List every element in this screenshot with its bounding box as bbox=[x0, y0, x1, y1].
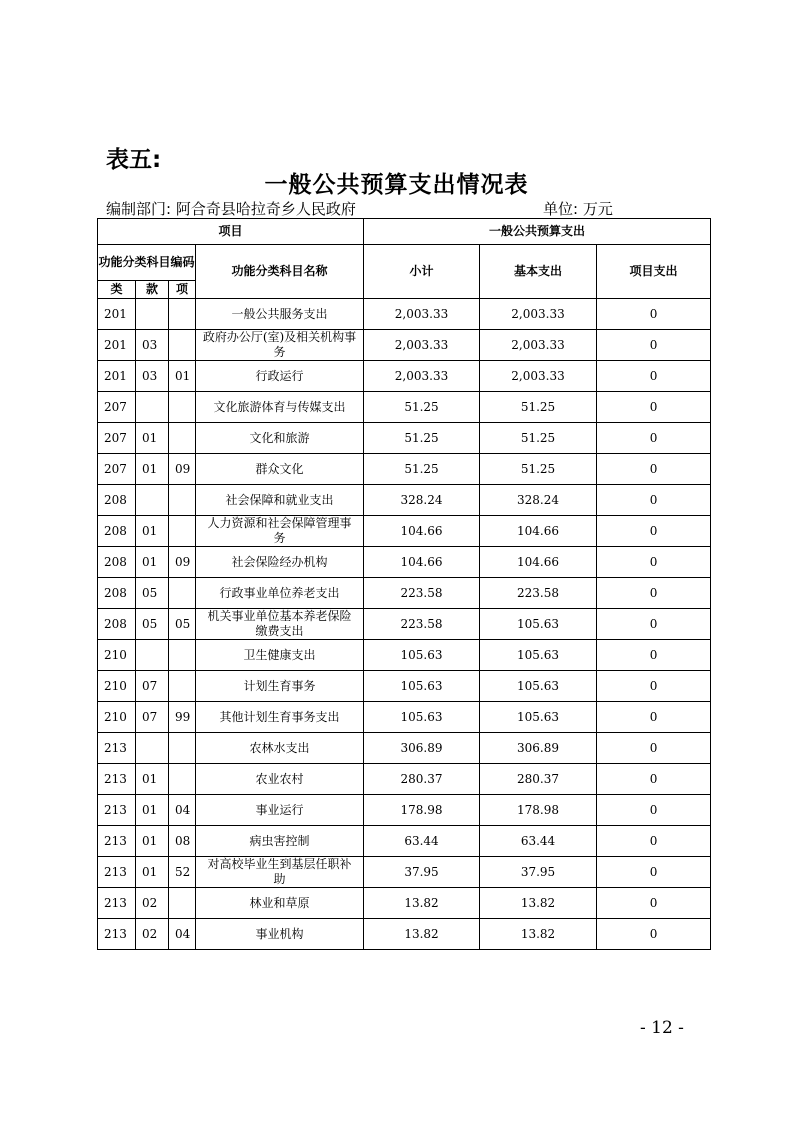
subject-name-cell: 其他计划生育事务支出 bbox=[196, 702, 364, 733]
item-code-cell: 09 bbox=[169, 454, 196, 485]
class-code-cell: 207 bbox=[98, 423, 136, 454]
project-expenditure-cell: 0 bbox=[597, 826, 711, 857]
basic-expenditure-cell: 51.25 bbox=[480, 392, 597, 423]
item-code-cell: 09 bbox=[169, 547, 196, 578]
subject-name-cell: 社会保险经办机构 bbox=[196, 547, 364, 578]
project-expenditure-cell: 0 bbox=[597, 764, 711, 795]
section-code-cell: 02 bbox=[136, 919, 169, 950]
basic-expenditure-cell: 105.63 bbox=[480, 609, 597, 640]
header-project: 项目 bbox=[98, 219, 364, 245]
basic-expenditure-cell: 13.82 bbox=[480, 919, 597, 950]
subtotal-cell: 306.89 bbox=[364, 733, 480, 764]
project-expenditure-cell: 0 bbox=[597, 888, 711, 919]
subtotal-cell: 328.24 bbox=[364, 485, 480, 516]
basic-expenditure-cell: 13.82 bbox=[480, 888, 597, 919]
page-title: 一般公共预算支出情况表 bbox=[264, 172, 529, 198]
item-code-cell: 01 bbox=[169, 361, 196, 392]
item-code-cell bbox=[169, 733, 196, 764]
item-code-cell: 52 bbox=[169, 857, 196, 888]
item-code-cell bbox=[169, 764, 196, 795]
class-code-cell: 208 bbox=[98, 485, 136, 516]
table-row bbox=[98, 826, 711, 857]
table-row bbox=[98, 547, 711, 578]
page-number: - 12 - bbox=[640, 1018, 684, 1038]
table-row bbox=[98, 764, 711, 795]
project-expenditure-cell: 0 bbox=[597, 330, 711, 361]
item-code-cell: 08 bbox=[169, 826, 196, 857]
basic-expenditure-cell: 105.63 bbox=[480, 671, 597, 702]
basic-expenditure-cell: 51.25 bbox=[480, 454, 597, 485]
table-row bbox=[98, 857, 711, 888]
subtotal-cell: 223.58 bbox=[364, 609, 480, 640]
section-code-cell bbox=[136, 392, 169, 423]
compiling-department: 编制部门: 阿合奇县哈拉奇乡人民政府 bbox=[106, 200, 356, 218]
project-expenditure-cell: 0 bbox=[597, 361, 711, 392]
section-code-cell: 01 bbox=[136, 454, 169, 485]
item-code-cell bbox=[169, 392, 196, 423]
project-expenditure-cell: 0 bbox=[597, 640, 711, 671]
table-row bbox=[98, 733, 711, 764]
section-code-cell: 05 bbox=[136, 609, 169, 640]
class-code-cell: 208 bbox=[98, 578, 136, 609]
class-code-cell: 213 bbox=[98, 733, 136, 764]
table-row bbox=[98, 485, 711, 516]
subtotal-cell: 2,003.33 bbox=[364, 361, 480, 392]
section-code-cell bbox=[136, 733, 169, 764]
item-code-cell bbox=[169, 330, 196, 361]
subtotal-cell: 63.44 bbox=[364, 826, 480, 857]
basic-expenditure-cell: 51.25 bbox=[480, 423, 597, 454]
class-code-cell: 208 bbox=[98, 609, 136, 640]
item-code-cell: 04 bbox=[169, 795, 196, 826]
subtotal-cell: 51.25 bbox=[364, 423, 480, 454]
subject-name-cell: 行政运行 bbox=[196, 361, 364, 392]
subject-name-cell: 农林水支出 bbox=[196, 733, 364, 764]
header-general-budget: 一般公共预算支出 bbox=[364, 219, 711, 245]
class-code-cell: 213 bbox=[98, 795, 136, 826]
project-expenditure-cell: 0 bbox=[597, 795, 711, 826]
header-lei: 类 bbox=[98, 281, 136, 299]
subtotal-cell: 13.82 bbox=[364, 888, 480, 919]
project-expenditure-cell: 0 bbox=[597, 671, 711, 702]
subject-name-cell: 文化和旅游 bbox=[196, 423, 364, 454]
class-code-cell: 213 bbox=[98, 857, 136, 888]
header-basic-expenditure: 基本支出 bbox=[480, 245, 597, 299]
basic-expenditure-cell: 2,003.33 bbox=[480, 361, 597, 392]
header-kuan: 款 bbox=[136, 281, 169, 299]
class-code-cell: 210 bbox=[98, 640, 136, 671]
class-code-cell: 213 bbox=[98, 888, 136, 919]
subject-name-cell: 计划生育事务 bbox=[196, 671, 364, 702]
subtotal-cell: 104.66 bbox=[364, 547, 480, 578]
project-expenditure-cell: 0 bbox=[597, 454, 711, 485]
basic-expenditure-cell: 63.44 bbox=[480, 826, 597, 857]
header-function-code: 功能分类科目编码 bbox=[98, 245, 196, 281]
subject-name-cell: 机关事业单位基本养老保险缴费支出 bbox=[196, 609, 364, 640]
section-code-cell: 01 bbox=[136, 423, 169, 454]
basic-expenditure-cell: 105.63 bbox=[480, 640, 597, 671]
subject-name-cell: 人力资源和社会保障管理事务 bbox=[196, 516, 364, 547]
table-row bbox=[98, 516, 711, 547]
subtotal-cell: 51.25 bbox=[364, 392, 480, 423]
header-project-expenditure: 项目支出 bbox=[597, 245, 711, 299]
project-expenditure-cell: 0 bbox=[597, 857, 711, 888]
basic-expenditure-cell: 104.66 bbox=[480, 547, 597, 578]
item-code-cell bbox=[169, 888, 196, 919]
subtotal-cell: 105.63 bbox=[364, 671, 480, 702]
item-code-cell bbox=[169, 671, 196, 702]
class-code-cell: 207 bbox=[98, 454, 136, 485]
subtotal-cell: 105.63 bbox=[364, 640, 480, 671]
class-code-cell: 210 bbox=[98, 702, 136, 733]
class-code-cell: 213 bbox=[98, 764, 136, 795]
project-expenditure-cell: 0 bbox=[597, 392, 711, 423]
budget-expenditure-table bbox=[97, 218, 711, 950]
table-row bbox=[98, 919, 711, 950]
table-row bbox=[98, 671, 711, 702]
basic-expenditure-cell: 328.24 bbox=[480, 485, 597, 516]
basic-expenditure-cell: 105.63 bbox=[480, 702, 597, 733]
table-row bbox=[98, 392, 711, 423]
table-row bbox=[98, 299, 711, 330]
section-code-cell: 03 bbox=[136, 361, 169, 392]
subtotal-cell: 104.66 bbox=[364, 516, 480, 547]
project-expenditure-cell: 0 bbox=[597, 299, 711, 330]
section-code-cell bbox=[136, 299, 169, 330]
item-code-cell bbox=[169, 640, 196, 671]
subject-name-cell: 对高校毕业生到基层任职补助 bbox=[196, 857, 364, 888]
project-expenditure-cell: 0 bbox=[597, 733, 711, 764]
subject-name-cell: 林业和草原 bbox=[196, 888, 364, 919]
class-code-cell: 210 bbox=[98, 671, 136, 702]
basic-expenditure-cell: 37.95 bbox=[480, 857, 597, 888]
section-code-cell: 02 bbox=[136, 888, 169, 919]
subject-name-cell: 卫生健康支出 bbox=[196, 640, 364, 671]
project-expenditure-cell: 0 bbox=[597, 609, 711, 640]
subject-name-cell: 文化旅游体育与传媒支出 bbox=[196, 392, 364, 423]
table-label: 表五: bbox=[106, 147, 162, 173]
subtotal-cell: 178.98 bbox=[364, 795, 480, 826]
class-code-cell: 213 bbox=[98, 919, 136, 950]
subject-name-cell: 事业机构 bbox=[196, 919, 364, 950]
unit-label: 单位: 万元 bbox=[543, 200, 613, 218]
table-row bbox=[98, 795, 711, 826]
header-xiang: 项 bbox=[169, 281, 196, 299]
section-code-cell bbox=[136, 640, 169, 671]
class-code-cell: 208 bbox=[98, 547, 136, 578]
section-code-cell: 01 bbox=[136, 857, 169, 888]
item-code-cell: 99 bbox=[169, 702, 196, 733]
section-code-cell: 01 bbox=[136, 826, 169, 857]
class-code-cell: 201 bbox=[98, 299, 136, 330]
basic-expenditure-cell: 178.98 bbox=[480, 795, 597, 826]
subtotal-cell: 280.37 bbox=[364, 764, 480, 795]
subject-name-cell: 政府办公厅(室)及相关机构事务 bbox=[196, 330, 364, 361]
project-expenditure-cell: 0 bbox=[597, 702, 711, 733]
class-code-cell: 207 bbox=[98, 392, 136, 423]
section-code-cell bbox=[136, 485, 169, 516]
basic-expenditure-cell: 306.89 bbox=[480, 733, 597, 764]
class-code-cell: 213 bbox=[98, 826, 136, 857]
project-expenditure-cell: 0 bbox=[597, 423, 711, 454]
subject-name-cell: 社会保障和就业支出 bbox=[196, 485, 364, 516]
table-row bbox=[98, 423, 711, 454]
item-code-cell bbox=[169, 299, 196, 330]
section-code-cell: 01 bbox=[136, 547, 169, 578]
table-row bbox=[98, 361, 711, 392]
subject-name-cell: 病虫害控制 bbox=[196, 826, 364, 857]
project-expenditure-cell: 0 bbox=[597, 919, 711, 950]
table-row bbox=[98, 330, 711, 361]
class-code-cell: 201 bbox=[98, 330, 136, 361]
subtotal-cell: 2,003.33 bbox=[364, 330, 480, 361]
project-expenditure-cell: 0 bbox=[597, 547, 711, 578]
subtotal-cell: 51.25 bbox=[364, 454, 480, 485]
section-code-cell: 01 bbox=[136, 795, 169, 826]
subtotal-cell: 223.58 bbox=[364, 578, 480, 609]
subject-name-cell: 农业农村 bbox=[196, 764, 364, 795]
table-row bbox=[98, 702, 711, 733]
class-code-cell: 208 bbox=[98, 516, 136, 547]
subtotal-cell: 37.95 bbox=[364, 857, 480, 888]
section-code-cell: 01 bbox=[136, 764, 169, 795]
subtotal-cell: 13.82 bbox=[364, 919, 480, 950]
section-code-cell: 01 bbox=[136, 516, 169, 547]
item-code-cell: 04 bbox=[169, 919, 196, 950]
table-row bbox=[98, 609, 711, 640]
class-code-cell: 201 bbox=[98, 361, 136, 392]
subtotal-cell: 105.63 bbox=[364, 702, 480, 733]
project-expenditure-cell: 0 bbox=[597, 485, 711, 516]
section-code-cell: 03 bbox=[136, 330, 169, 361]
table-body bbox=[98, 299, 711, 950]
table-row bbox=[98, 640, 711, 671]
basic-expenditure-cell: 223.58 bbox=[480, 578, 597, 609]
basic-expenditure-cell: 280.37 bbox=[480, 764, 597, 795]
item-code-cell bbox=[169, 578, 196, 609]
section-code-cell: 07 bbox=[136, 702, 169, 733]
subject-name-cell: 行政事业单位养老支出 bbox=[196, 578, 364, 609]
item-code-cell bbox=[169, 485, 196, 516]
project-expenditure-cell: 0 bbox=[597, 516, 711, 547]
table-row bbox=[98, 888, 711, 919]
subject-name-cell: 群众文化 bbox=[196, 454, 364, 485]
item-code-cell: 05 bbox=[169, 609, 196, 640]
section-code-cell: 07 bbox=[136, 671, 169, 702]
item-code-cell bbox=[169, 516, 196, 547]
subject-name-cell: 事业运行 bbox=[196, 795, 364, 826]
basic-expenditure-cell: 2,003.33 bbox=[480, 330, 597, 361]
project-expenditure-cell: 0 bbox=[597, 578, 711, 609]
table-row bbox=[98, 578, 711, 609]
header-function-name: 功能分类科目名称 bbox=[196, 245, 364, 299]
item-code-cell bbox=[169, 423, 196, 454]
table-row bbox=[98, 454, 711, 485]
basic-expenditure-cell: 2,003.33 bbox=[480, 299, 597, 330]
section-code-cell: 05 bbox=[136, 578, 169, 609]
subtotal-cell: 2,003.33 bbox=[364, 299, 480, 330]
basic-expenditure-cell: 104.66 bbox=[480, 516, 597, 547]
subject-name-cell: 一般公共服务支出 bbox=[196, 299, 364, 330]
header-subtotal: 小计 bbox=[364, 245, 480, 299]
